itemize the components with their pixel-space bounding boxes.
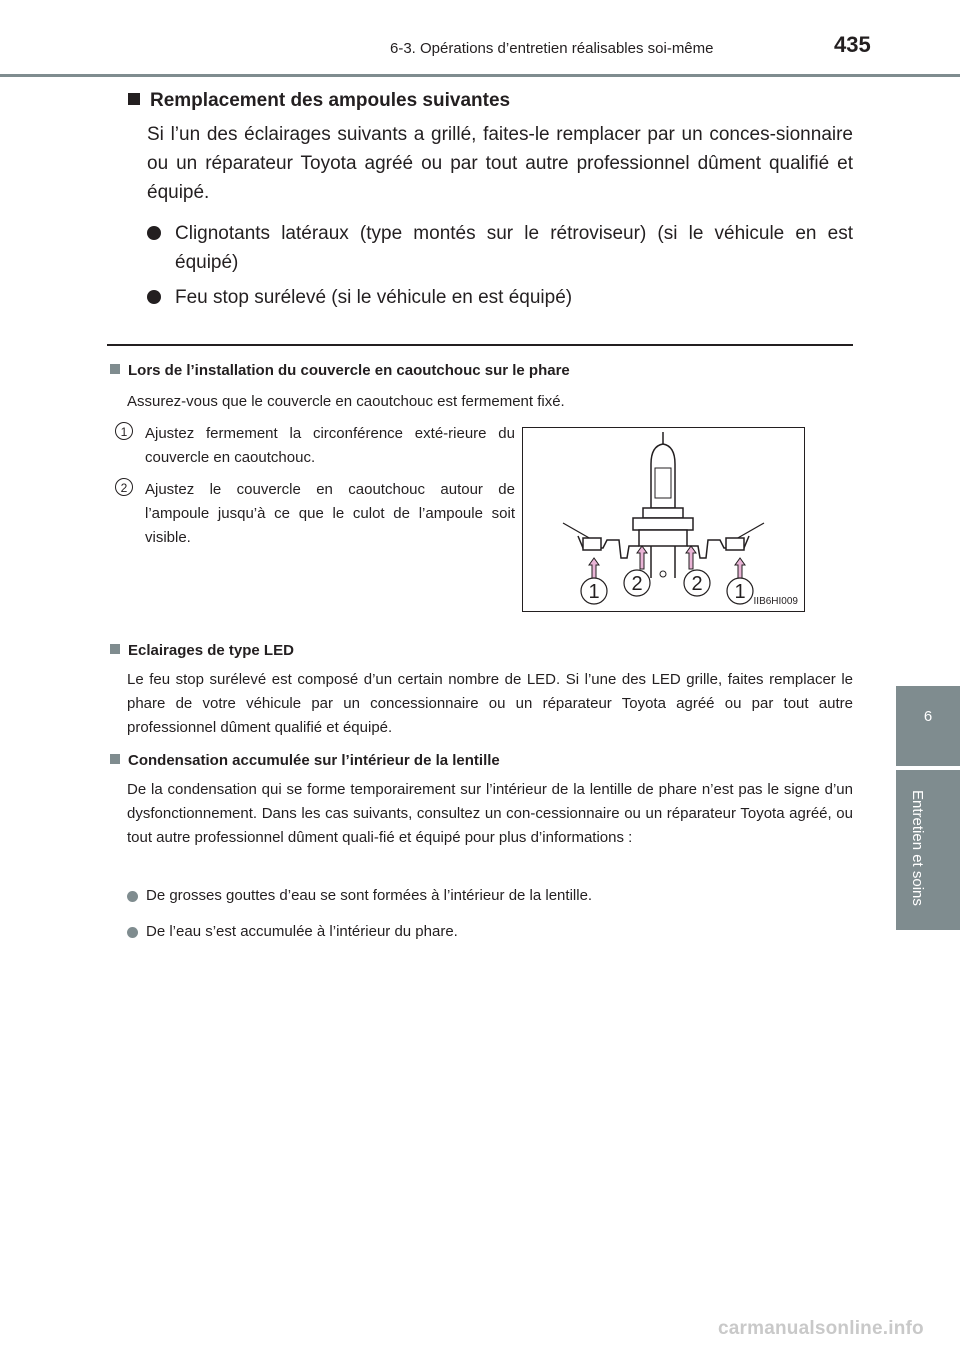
section-divider <box>107 344 853 346</box>
list-item-text: De l’eau s’est accumulée à l’intérieur du phare. <box>146 923 458 940</box>
header-rule <box>0 74 960 77</box>
rubber-cover-heading-text: Lors de l’installation du couvercle en caoutchouc sur le phare <box>128 362 570 379</box>
square-bullet-icon <box>110 644 120 654</box>
diagram-label: 1 <box>588 581 600 603</box>
watermark: carmanualsonline.info <box>718 1318 924 1339</box>
list-item <box>147 283 853 312</box>
list-item-text: De grosses gouttes d’eau se sont formées à l’intérieur de la lentille. <box>146 887 593 904</box>
page-number: 435 <box>834 32 871 57</box>
list-item-text: Feu stop surélevé (si le véhicule en est équipé) <box>175 287 573 308</box>
step-2 <box>115 478 515 550</box>
headlight-bulb-illustration <box>523 428 804 611</box>
list-item <box>147 219 853 277</box>
led-heading <box>110 642 294 659</box>
chapter-tab-number: 6 <box>896 686 960 766</box>
square-bullet-icon <box>110 754 120 764</box>
diagram-label: 2 <box>691 573 703 595</box>
bullet-dot-icon <box>127 891 138 902</box>
square-bullet-icon <box>110 364 120 374</box>
list-item <box>127 921 853 943</box>
condensation-heading <box>110 752 500 769</box>
step-number-badge: 1 <box>115 422 133 440</box>
rubber-cover-heading <box>110 362 570 379</box>
bulb-diagram <box>522 427 805 612</box>
section-title: 6-3. Opérations d’entretien réalisables soi-même <box>390 40 714 57</box>
list-item <box>127 885 853 907</box>
diagram-code: IIB6HI009 <box>753 596 798 607</box>
step-number-badge: 2 <box>115 478 133 496</box>
led-text: Le feu stop surélevé est composé d’un certain nombre de LED. Si l’une des LED grille, faites remplacer le phare de votre véhicule par un concessionnaire ou un réparateur Toyota agréé ou par tout autre professionnel dûment qualifié et équipé. <box>127 671 853 736</box>
bullet-dot-icon <box>147 290 161 304</box>
step-text: Ajustez le couvercle en caoutchouc autour de l’ampoule jusqu’à ce que le culot de l’ampoule soit visible. <box>145 481 515 546</box>
replacement-heading-text: Remplacement des ampoules suivantes <box>150 90 511 111</box>
square-bullet-icon <box>128 93 140 105</box>
rubber-cover-intro: Assurez-vous que le couvercle en caoutchouc est fermement fixé. <box>127 393 565 410</box>
diagram-label: 1 <box>734 581 746 603</box>
chapter-tab-label: Entretien et soins <box>909 790 926 906</box>
step-1 <box>115 422 515 470</box>
bullet-dot-icon <box>127 927 138 938</box>
condensation-heading-text: Condensation accumulée sur l’intérieur de la lentille <box>128 752 500 769</box>
list-item-text: Clignotants latéraux (type montés sur le rétroviseur) (si le véhicule en est équipé) <box>175 223 853 273</box>
diagram-label: 2 <box>631 573 643 595</box>
condensation-text: De la condensation qui se forme temporairement sur l’intérieur de la lentille de phare n’est pas le signe d’un dysfonctionnement. Dans les cas suivants, consultez un con-cessionnaire ou un réparateur Toyota agréé, ou tout autre professionnel dûment quali-fié et équipé pour plus d’informations : <box>127 781 853 846</box>
replacement-heading <box>128 90 510 112</box>
step-text: Ajustez fermement la circonférence exté-rieure du couvercle en caoutchouc. <box>145 425 515 466</box>
led-heading-text: Eclairages de type LED <box>128 642 294 659</box>
bullet-dot-icon <box>147 226 161 240</box>
replacement-intro: Si l’un des éclairages suivants a grillé, faites-le remplacer par un conces-sionnaire ou un réparateur Toyota agréé ou par tout autre professionnel dûment qualifié et équipé. <box>147 124 853 203</box>
